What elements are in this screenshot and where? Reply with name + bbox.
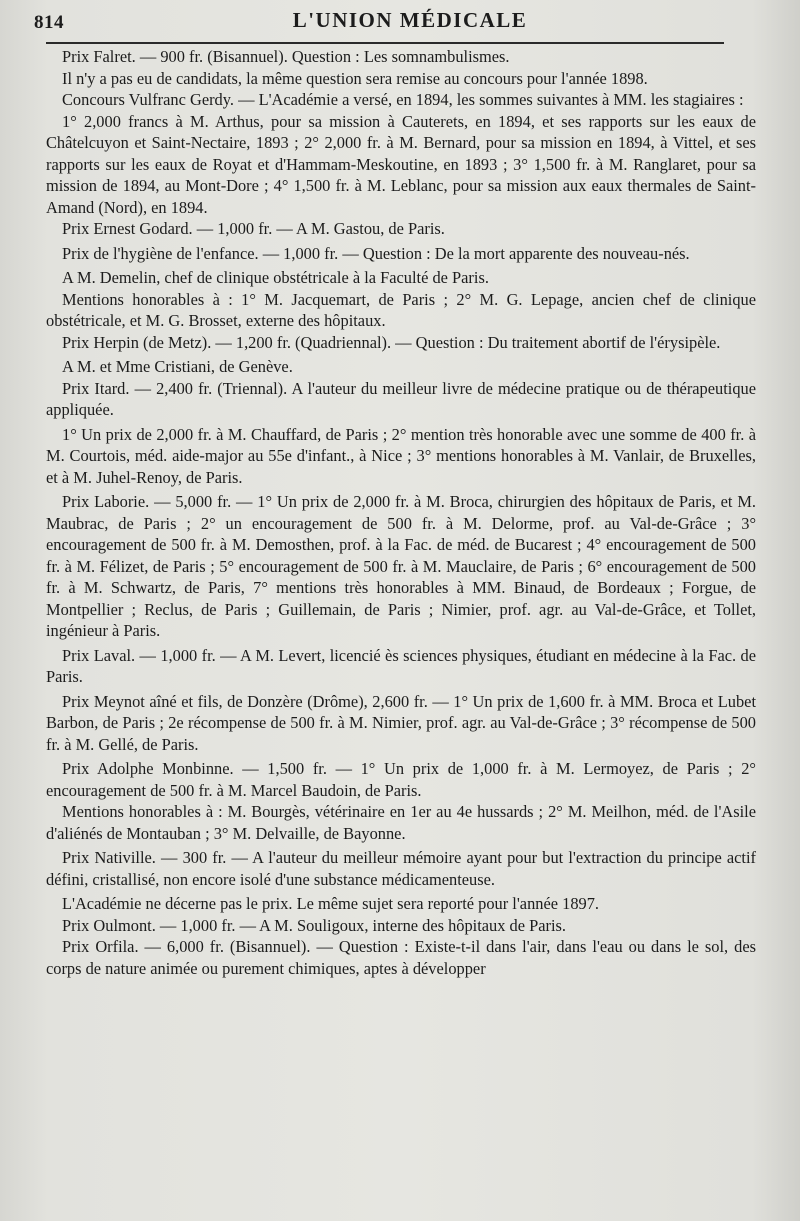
paragraph: Prix Herpin (de Metz). — 1,200 fr. (Quadriennal). — Question : Du traitement abortif de l'érysipèle.: [62, 332, 721, 352]
paragraph: Prix Falret. — 900 fr. (Bisannuel). Question : Les somnambulismes.: [62, 47, 510, 66]
body-text: [46, 46, 756, 979]
paragraph: Prix Laval. — 1,000 fr. — A M. Levert, licencié ès sciences physiques, étudiant en médecine à la Fac. de Paris.: [46, 645, 756, 686]
paragraph: A M. Demelin, chef de clinique obstétricale à la Faculté de Paris.: [62, 268, 489, 287]
paragraph: Prix Itard. — 2,400 fr. (Triennal). A l'auteur du meilleur livre de médecine pratique ou de thérapeutique appliquée.: [46, 378, 756, 419]
paragraph: 1° 2,000 francs à M. Arthus, pour sa mission à Cauterets, en 1894, et ses rapports sur les eaux de Châtelcuyon et Saint-Nectaire, 1893 ; 2° 2,000 fr. à M. Bernard, pour sa mission en 1894, à Vittel, et ses rapports sur les eaux de Royat et d'Hammam-Meskoutine, en 1893 ; 3° 1,500 fr. à M. Ranglaret, pour sa mission de 1894, au Mont-Dore ; 4° 1,500 fr. à M. Leblanc, pour sa mission aux eaux thermales de Saint-Amand (Nord), en 1894.: [46, 111, 756, 217]
running-title: L'UNION MÉDICALE: [292, 8, 528, 32]
paragraph: Concours Vulfranc Gerdy. — L'Académie a versé, en 1894, les sommes suivantes à MM. les stagiaires :: [62, 90, 744, 109]
paragraph: Prix Orfila. — 6,000 fr. (Bisannuel). — Question : Existe-t-il dans l'air, dans l'eau ou dans le sol, des corps de nature animée ou purement chimiques, aptes à développer: [46, 937, 756, 978]
paragraph: Prix Ernest Godard. — 1,000 fr. — A M. Gastou, de Paris.: [62, 219, 445, 238]
paragraph: A M. et Mme Cristiani, de Genève.: [62, 357, 293, 376]
paragraph: Prix Nativille. — 300 fr. — A l'auteur du meilleur mémoire ayant pour but l'extraction du principe actif défini, cristallisé, non encore isolé d'une substance médicamenteuse.: [46, 848, 756, 889]
paragraph: Prix Laborie. — 5,000 fr. — 1° Un prix de 2,000 fr. à M. Broca, chirurgien des hôpitaux de Paris, et M. Maubrac, de Paris ; 2° un encouragement de 500 fr. à M. Delorme, prof. au Val-de-Grâce ; 3° encouragement de 500 fr. à M. Demosthen, prof. à la Fac. de méd. de Bucarest ; 4° encouragement de 500 fr. à M. Félizet, de Paris ; 5° encouragement de 500 fr. à M. Mauclaire, de Paris ; 6° encouragement de 500 fr. à M. Schwartz, de Paris, 7° mentions très honorables à MM. Binaud, de Bordeaux ; Forgue, de Montpellier ; Reclus, de Paris ; Guillemain, de Paris ; Nimier, prof. agr. au Val-de-Grâce, et Tollet, ingénieur à Paris.: [46, 492, 756, 640]
page-header: [30, 4, 720, 34]
paragraph: Prix Oulmont. — 1,000 fr. — A M. Souligoux, interne des hôpitaux de Paris.: [62, 915, 566, 935]
paragraph: Mentions honorables à : M. Bourgès, vétérinaire en 1er au 4e hussards ; 2° M. Meilhon, méd. de l'Asile d'aliénés de Montauban ; 3° M. Delvaille, de Bayonne.: [46, 802, 756, 843]
page-number: 814: [34, 12, 64, 33]
paragraph: Mentions honorables à : 1° M. Jacquemart, de Paris ; 2° M. G. Lepage, ancien chef de clinique obstétricale, et M. G. Brosset, externe des hôpitaux.: [46, 289, 756, 330]
paragraph: Prix Meynot aîné et fils, de Donzère (Drôme), 2,600 fr. — 1° Un prix de 1,600 fr. à MM. Broca et Lubet Barbon, de Paris ; 2e récompense de 500 fr. à M. Nimier, prof. agr. au Val-de-Grâce ; 3° récompense de 500 fr. à M. Gellé, de Paris.: [46, 691, 756, 754]
paragraph: Prix Adolphe Monbinne. — 1,500 fr. — 1° Un prix de 1,000 fr. à M. Lermoyez, de Paris ; 2° encouragement de 500 fr. à M. Marcel Baudoin, de Paris.: [46, 759, 756, 800]
paragraph: Il n'y a pas eu de candidats, la même question sera remise au concours pour l'année 1898.: [62, 68, 648, 88]
paragraph: L'Académie ne décerne pas le prix. Le même sujet sera reporté pour l'année 1897.: [62, 894, 600, 913]
paragraph: Prix de l'hygiène de l'enfance. — 1,000 fr. — Question : De la mort apparente des nouveau-nés.: [62, 243, 690, 263]
paragraph: 1° Un prix de 2,000 fr. à M. Chauffard, de Paris ; 2° mention très honorable avec une somme de 400 fr. à M. Courtois, méd. aide-major au 55e d'infant., à Nice ; 3° mentions honorables à M. Vanlair, de Bruxelles, et à M. Juhel-Renoy, de Paris.: [46, 424, 756, 487]
header-rule: [46, 42, 724, 44]
